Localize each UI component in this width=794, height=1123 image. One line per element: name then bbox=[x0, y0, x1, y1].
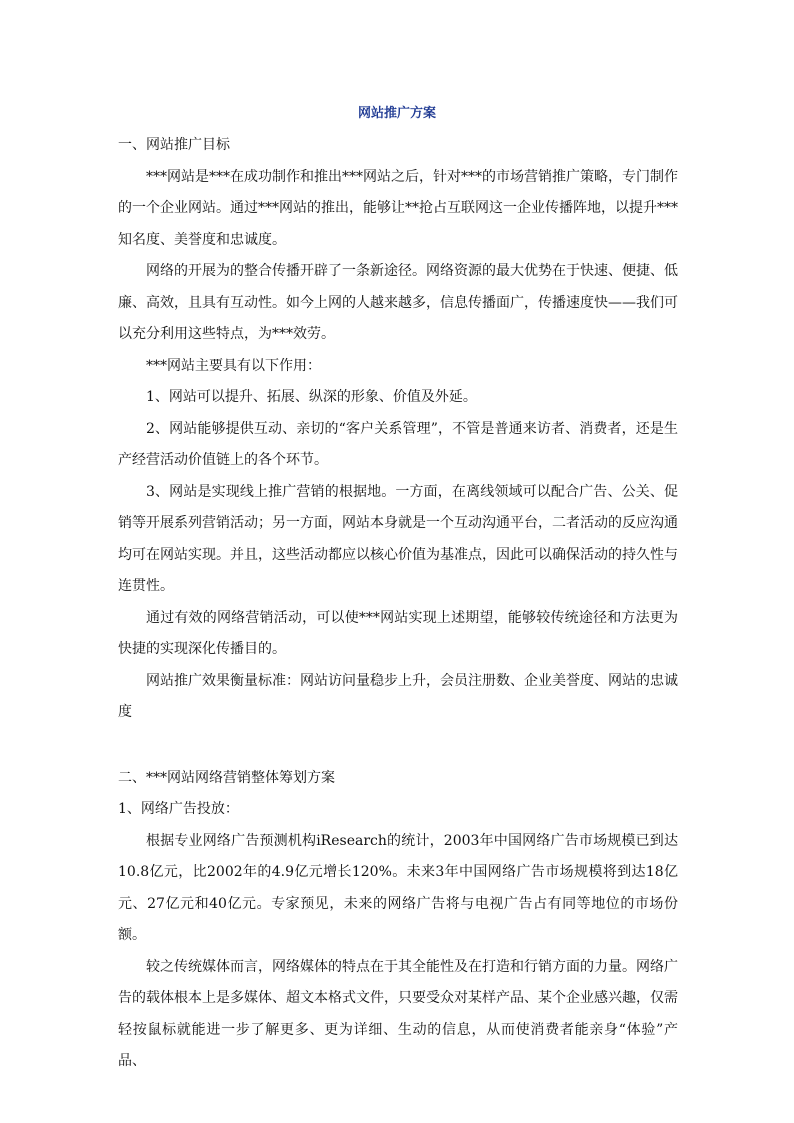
section-1-paragraph-4: 通过有效的网络营销活动，可以使***网站实现上述期望，能够较传统途径和方法更为快捷的实现深化传播目的。 bbox=[118, 609, 678, 657]
section-1-paragraph-2: 网络的开展为的整合传播开辟了一条新途径。网络资源的最大优势在于快速、便捷、低廉、高效，且具有互动性。如今上网的人越来越多，信息传播面广，传播速度快——我们可以充分利用这些特点，为***效劳。 bbox=[118, 263, 678, 342]
section-2-paragraph-1: 根据专业网络广告预测机构iResearch的统计，2003年中国网络广告市场规模已到达10.8亿元，比2002年的4.9亿元增长120%。未来3年中国网络广告市场规模将到达18亿元、27亿元和40亿元。专家预见，未来的网络广告将与电视广告占有同等地位的市场份额。 bbox=[118, 832, 678, 943]
section-1-list-item-2: 2、网站能够提供互动、亲切的“客户关系管理”，不管是普通来访者、消费者，还是生产经营活动价值链上的各个环节。 bbox=[118, 420, 678, 468]
section-2-paragraph-2: 较之传统媒体而言，网络媒体的特点在于其全能性及在打造和行销方面的力量。网络广告的载体根本上是多媒体、超文本格式文件，只要受众对某样产品、某个企业感兴趣，仅需轻按鼠标就能进一步了解更多、更为详细、生动的信息，从而使消费者能亲身“体验”产品、 bbox=[118, 958, 678, 1069]
document-title: 网站推广方案 bbox=[357, 106, 436, 121]
section-2-heading: 二、***网站网络营销整体筹划方案 bbox=[118, 769, 335, 786]
section-1-paragraph-3: ***网站主要具有以下作用： bbox=[146, 357, 321, 374]
section-1-list-item-3: 3、网站是实现线上推广营销的根据地。一方面，在离线领域可以配合广告、公关、促销等开展系列营销活动；另一方面，网站本身就是一个互动沟通平台，二者活动的反应沟通均可在网站实现。并且，这些活动都应以核心价值为基准点，因此可以确保活动的持久性与连贯性。 bbox=[118, 483, 678, 594]
section-1-list-item-1: 1、网站可以提升、拓展、纵深的形象、价值及外延。 bbox=[146, 389, 477, 405]
document-body bbox=[118, 130, 678, 1078]
section-1-paragraph-1: ***网站是***在成功制作和推出***网站之后，针对***的市场营销推广策略，专门制作的一个企业网站。通过***网站的推出，能够让**抢占互联网这一企业传播阵地，以提升***知名度、美誉度和忠诚度。 bbox=[118, 168, 678, 248]
section-1-paragraph-5: 网站推广效果衡量标准：网站访问量稳步上升，会员注册数、企业美誉度、网站的忠诚度 bbox=[118, 672, 678, 720]
section-1-heading: 一、网站推广目标 bbox=[118, 137, 230, 153]
section-spacer bbox=[118, 729, 678, 763]
section-2-subheading: 1、网络广告投放： bbox=[118, 801, 239, 817]
